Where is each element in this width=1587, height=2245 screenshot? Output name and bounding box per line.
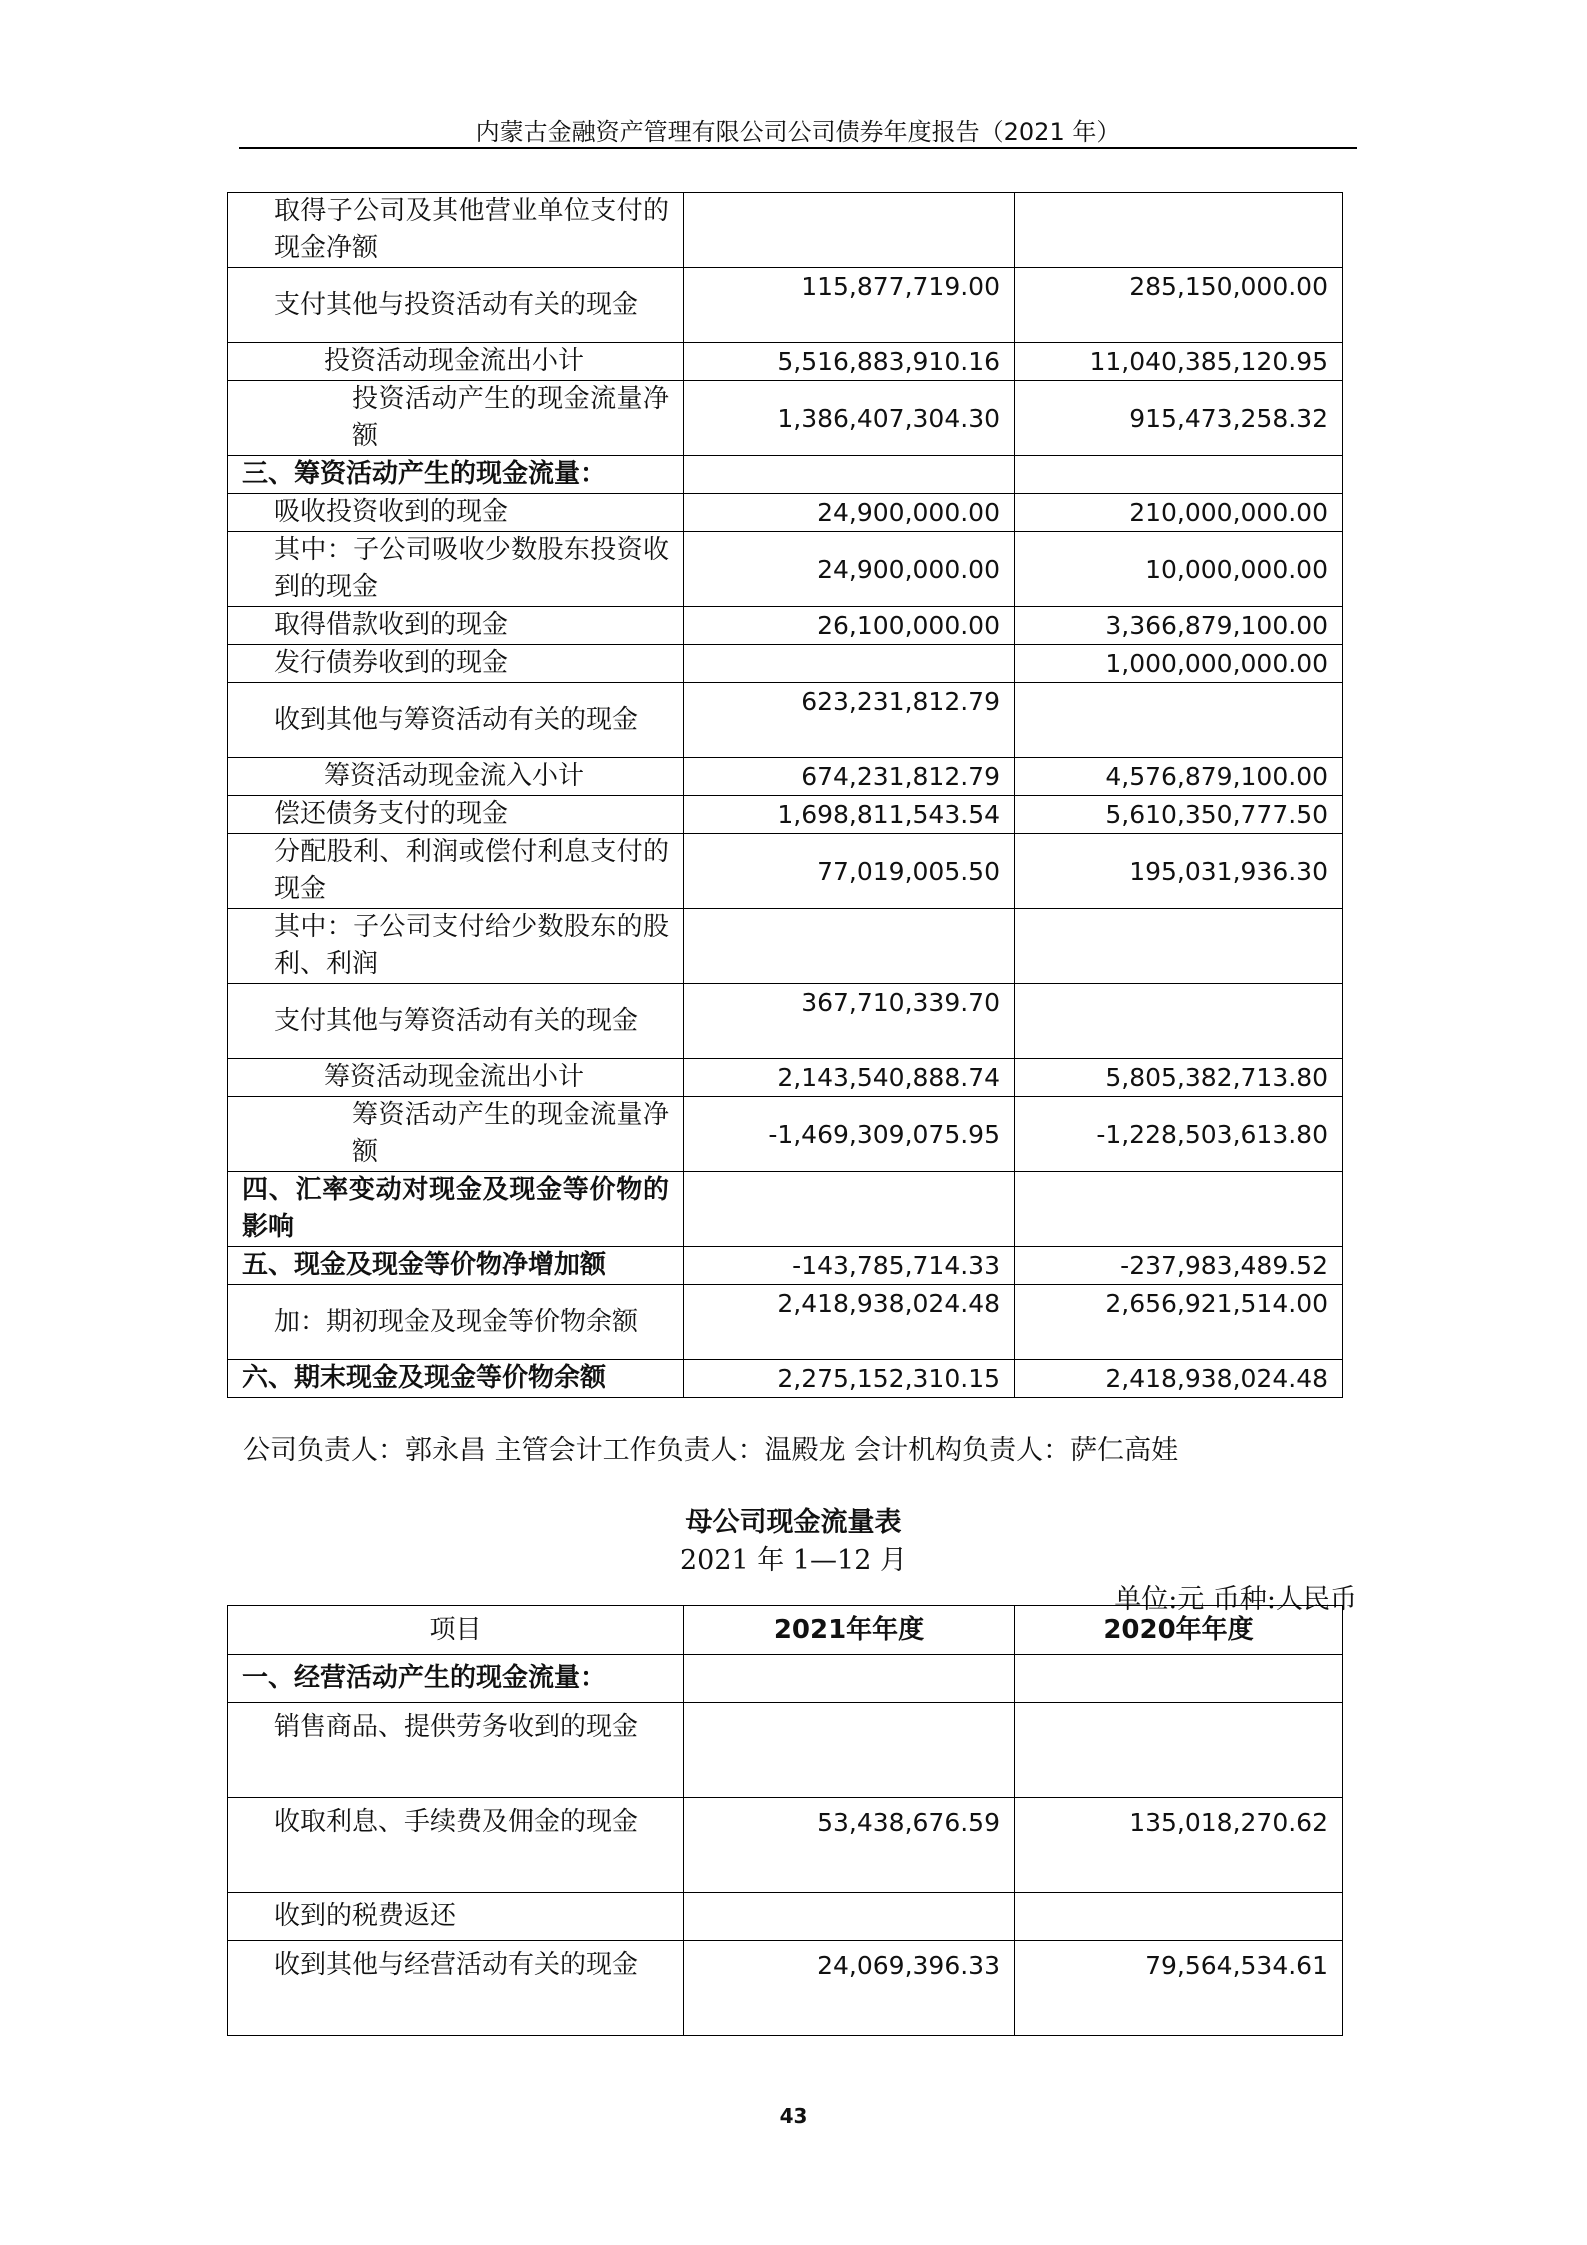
value-2021: 1,386,407,304.30 (684, 381, 1015, 456)
value-2021: 5,516,883,910.16 (684, 343, 1015, 381)
signatures-line: 公司负责人：郭永昌 主管会计工作负责人：温殿龙 会计机构负责人：萨仁高娃 (243, 1435, 1179, 1466)
value-2020 (1015, 1655, 1343, 1703)
row-label: 偿还债务支付的现金 (228, 796, 684, 834)
value-2020: 210,000,000.00 (1015, 494, 1343, 532)
table-row (228, 834, 1343, 909)
header-rule (239, 147, 1357, 149)
value-2021 (684, 645, 1015, 683)
value-2020: -237,983,489.52 (1015, 1247, 1343, 1285)
value-2020 (1015, 193, 1343, 268)
unit-currency: 单位:元 币种:人民币 (1114, 1584, 1357, 1615)
section-heading: 五、现金及现金等价物净增加额 (228, 1247, 684, 1285)
row-label: 筹资活动现金流出小计 (228, 1059, 684, 1097)
row-label: 发行债券收到的现金 (228, 645, 684, 683)
row-label: 收到的税费返还 (228, 1893, 684, 1941)
value-2020: 2,418,938,024.48 (1015, 1360, 1343, 1398)
table-row (228, 1941, 1343, 2036)
value-2021: 115,877,719.00 (684, 268, 1015, 343)
table-row (228, 381, 1343, 456)
value-2021: -1,469,309,075.95 (684, 1097, 1015, 1172)
header-item: 项目 (228, 1606, 684, 1655)
row-label: 筹资活动现金流入小计 (228, 758, 684, 796)
value-2021: 2,143,540,888.74 (684, 1059, 1015, 1097)
value-2020 (1015, 1703, 1343, 1798)
value-2020 (1015, 984, 1343, 1059)
row-label: 收到其他与筹资活动有关的现金 (228, 683, 684, 758)
table-row (228, 193, 1343, 268)
row-label: 投资活动现金流出小计 (228, 343, 684, 381)
value-2021: 24,900,000.00 (684, 494, 1015, 532)
table-row (228, 1893, 1343, 1941)
section-heading: 一、经营活动产生的现金流量： (228, 1655, 684, 1703)
table-row (228, 1360, 1343, 1398)
value-2021 (684, 1172, 1015, 1247)
table-row (228, 494, 1343, 532)
table-row (228, 532, 1343, 607)
table-row (228, 1097, 1343, 1172)
row-label: 其中：子公司支付给少数股东的股利、利润 (228, 909, 684, 984)
value-2020: 915,473,258.32 (1015, 381, 1343, 456)
value-2020: 3,366,879,100.00 (1015, 607, 1343, 645)
cash-flow-table-continued (227, 192, 1343, 1398)
value-2021 (684, 1655, 1015, 1703)
table-period: 2021 年 1—12 月 (680, 1545, 907, 1576)
value-2021: 1,698,811,543.54 (684, 796, 1015, 834)
table-row (228, 645, 1343, 683)
value-2020: 4,576,879,100.00 (1015, 758, 1343, 796)
table-row (228, 456, 1343, 494)
row-label: 吸收投资收到的现金 (228, 494, 684, 532)
value-2021: -143,785,714.33 (684, 1247, 1015, 1285)
value-2020 (1015, 909, 1343, 984)
row-label: 销售商品、提供劳务收到的现金 (228, 1703, 684, 1798)
table-row (228, 796, 1343, 834)
value-2020 (1015, 683, 1343, 758)
value-2021: 53,438,676.59 (684, 1798, 1015, 1893)
value-2020 (1015, 1172, 1343, 1247)
section-heading: 三、筹资活动产生的现金流量： (228, 456, 684, 494)
table-row (228, 1703, 1343, 1798)
page-number: 43 (779, 2104, 808, 2128)
table-row (228, 1247, 1343, 1285)
header-2020: 2020年年度 (1015, 1606, 1343, 1655)
table-row (228, 1059, 1343, 1097)
table-row (228, 1285, 1343, 1360)
table-row (228, 268, 1343, 343)
value-2021 (684, 1893, 1015, 1941)
value-2021 (684, 909, 1015, 984)
value-2020 (1015, 1893, 1343, 1941)
value-2021: 674,231,812.79 (684, 758, 1015, 796)
table-header-row (228, 1606, 1343, 1655)
value-2020: 11,040,385,120.95 (1015, 343, 1343, 381)
section-heading: 六、期末现金及现金等价物余额 (228, 1360, 684, 1398)
header-2021: 2021年年度 (684, 1606, 1015, 1655)
value-2021: 24,900,000.00 (684, 532, 1015, 607)
row-label: 取得子公司及其他营业单位支付的现金净额 (228, 193, 684, 268)
value-2020: 79,564,534.61 (1015, 1941, 1343, 2036)
row-label: 投资活动产生的现金流量净额 (228, 381, 684, 456)
row-label: 筹资活动产生的现金流量净额 (228, 1097, 684, 1172)
value-2021 (684, 1703, 1015, 1798)
table-row (228, 1655, 1343, 1703)
value-2021: 2,418,938,024.48 (684, 1285, 1015, 1360)
value-2021: 623,231,812.79 (684, 683, 1015, 758)
table-row (228, 1172, 1343, 1247)
value-2020: 5,610,350,777.50 (1015, 796, 1343, 834)
value-2020: 1,000,000,000.00 (1015, 645, 1343, 683)
value-2020: 135,018,270.62 (1015, 1798, 1343, 1893)
table-row (228, 758, 1343, 796)
row-label: 支付其他与投资活动有关的现金 (228, 268, 684, 343)
row-label: 取得借款收到的现金 (228, 607, 684, 645)
table-row (228, 343, 1343, 381)
row-label: 收到其他与经营活动有关的现金 (228, 1941, 684, 2036)
value-2021: 77,019,005.50 (684, 834, 1015, 909)
value-2020: 5,805,382,713.80 (1015, 1059, 1343, 1097)
table-row (228, 607, 1343, 645)
section-heading: 四、汇率变动对现金及现金等价物的影响 (228, 1172, 684, 1247)
value-2020: 10,000,000.00 (1015, 532, 1343, 607)
row-label: 收取利息、手续费及佣金的现金 (228, 1798, 684, 1893)
value-2021 (684, 193, 1015, 268)
value-2021: 367,710,339.70 (684, 984, 1015, 1059)
value-2020: -1,228,503,613.80 (1015, 1097, 1343, 1172)
report-header: 内蒙古金融资产管理有限公司公司债券年度报告（2021 年） (475, 118, 1121, 146)
row-label: 分配股利、利润或偿付利息支付的现金 (228, 834, 684, 909)
parent-cash-flow-table (227, 1605, 1343, 2036)
value-2021: 2,275,152,310.15 (684, 1360, 1015, 1398)
value-2020: 285,150,000.00 (1015, 268, 1343, 343)
row-label: 其中：子公司吸收少数股东投资收到的现金 (228, 532, 684, 607)
value-2020: 2,656,921,514.00 (1015, 1285, 1343, 1360)
row-label: 加：期初现金及现金等价物余额 (228, 1285, 684, 1360)
value-2021: 24,069,396.33 (684, 1941, 1015, 2036)
value-2021: 26,100,000.00 (684, 607, 1015, 645)
value-2020 (1015, 456, 1343, 494)
table-row (228, 984, 1343, 1059)
table-title: 母公司现金流量表 (685, 1507, 902, 1538)
table-row (228, 909, 1343, 984)
value-2020: 195,031,936.30 (1015, 834, 1343, 909)
table-row (228, 1798, 1343, 1893)
row-label: 支付其他与筹资活动有关的现金 (228, 984, 684, 1059)
table-row (228, 683, 1343, 758)
value-2021 (684, 456, 1015, 494)
